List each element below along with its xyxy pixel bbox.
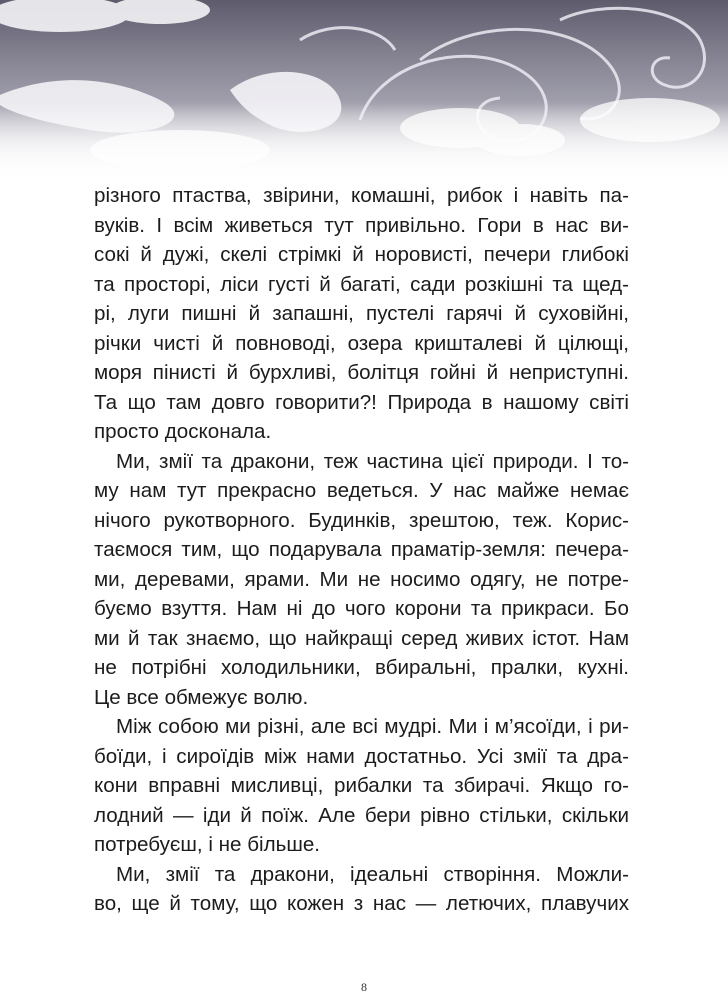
paragraph-1 (94, 181, 629, 447)
text-line: вуків. І всім живеться тут привільно. Гори в нас ви- (94, 213, 629, 237)
header-cloud-illustration (0, 0, 728, 190)
text-line: сокі й дужі, скелі стрімкі й норовисті, печери глибокі (94, 243, 629, 266)
paragraph-3 (94, 712, 629, 860)
page-number: 8 (361, 980, 367, 994)
text-line: му нам тут прекрасно ведеться. У нас майже немає (94, 479, 629, 502)
text-line: Та що там довго говорити?! Природа в нашому світі (94, 390, 629, 414)
text-line: моря пінисті й бурхливі, болітця гойні й неприступні. (94, 361, 629, 384)
text-line: потребуєш, і не більше. (94, 833, 321, 856)
text-line: річки чисті й повноводі, озера кришталеві й цілющі, (94, 331, 629, 355)
text-line: боїди, і сироїдів між нами достатньо. Усі змії та дра- (94, 744, 629, 768)
text-line: Ми, змії та дракони, теж частина цієї природи. І то- (116, 449, 629, 473)
paragraph-2 (94, 447, 629, 713)
text-line: Між собою ми різні, але всі мудрі. Ми і м’ясоїди, і ри- (116, 715, 629, 738)
text-line: рі, луги пишні й запашні, пустелі гарячі й суховійні, (94, 302, 629, 325)
text-line: кони вправні мисливці, рибалки та збирачі. Якщо го- (94, 774, 629, 797)
text-line: різного птаства, звірини, комашні, рибок і навіть па- (94, 184, 629, 207)
text-line: лодний — іди й поїж. Але бери рівно стільки, скільки (94, 803, 629, 827)
text-line: не потрібні холодильники, вбиральні, пралки, кухні. (94, 656, 629, 679)
paragraph-4 (94, 860, 629, 919)
text-line: таємося тим, що подарувала праматір-земля: печера- (94, 538, 629, 561)
body-text (94, 181, 629, 919)
text-line: просто досконала. (94, 420, 272, 443)
text-line: ми, деревами, ярами. Ми не носимо одягу, не потре- (94, 567, 629, 591)
text-line: буємо взуття. Нам ні до чого корони та прикраси. Бо (94, 597, 629, 620)
text-line: нічого рукотворного. Будинків, зрештою, теж. Корис- (94, 508, 629, 532)
cloud-swirl-icon (0, 0, 728, 190)
text-line: ми й так знаємо, що найкращі серед живих істот. Нам (94, 626, 629, 650)
text-line: Ми, змії та дракони, ідеальні створіння. Можли- (116, 862, 629, 886)
text-line: Це все обмежує волю. (94, 685, 309, 709)
text-line: та просторі, ліси густі й багаті, сади розкішні та щед- (94, 272, 629, 296)
text-line: во, ще й тому, що кожен з нас — летючих, плавучих (94, 892, 629, 915)
